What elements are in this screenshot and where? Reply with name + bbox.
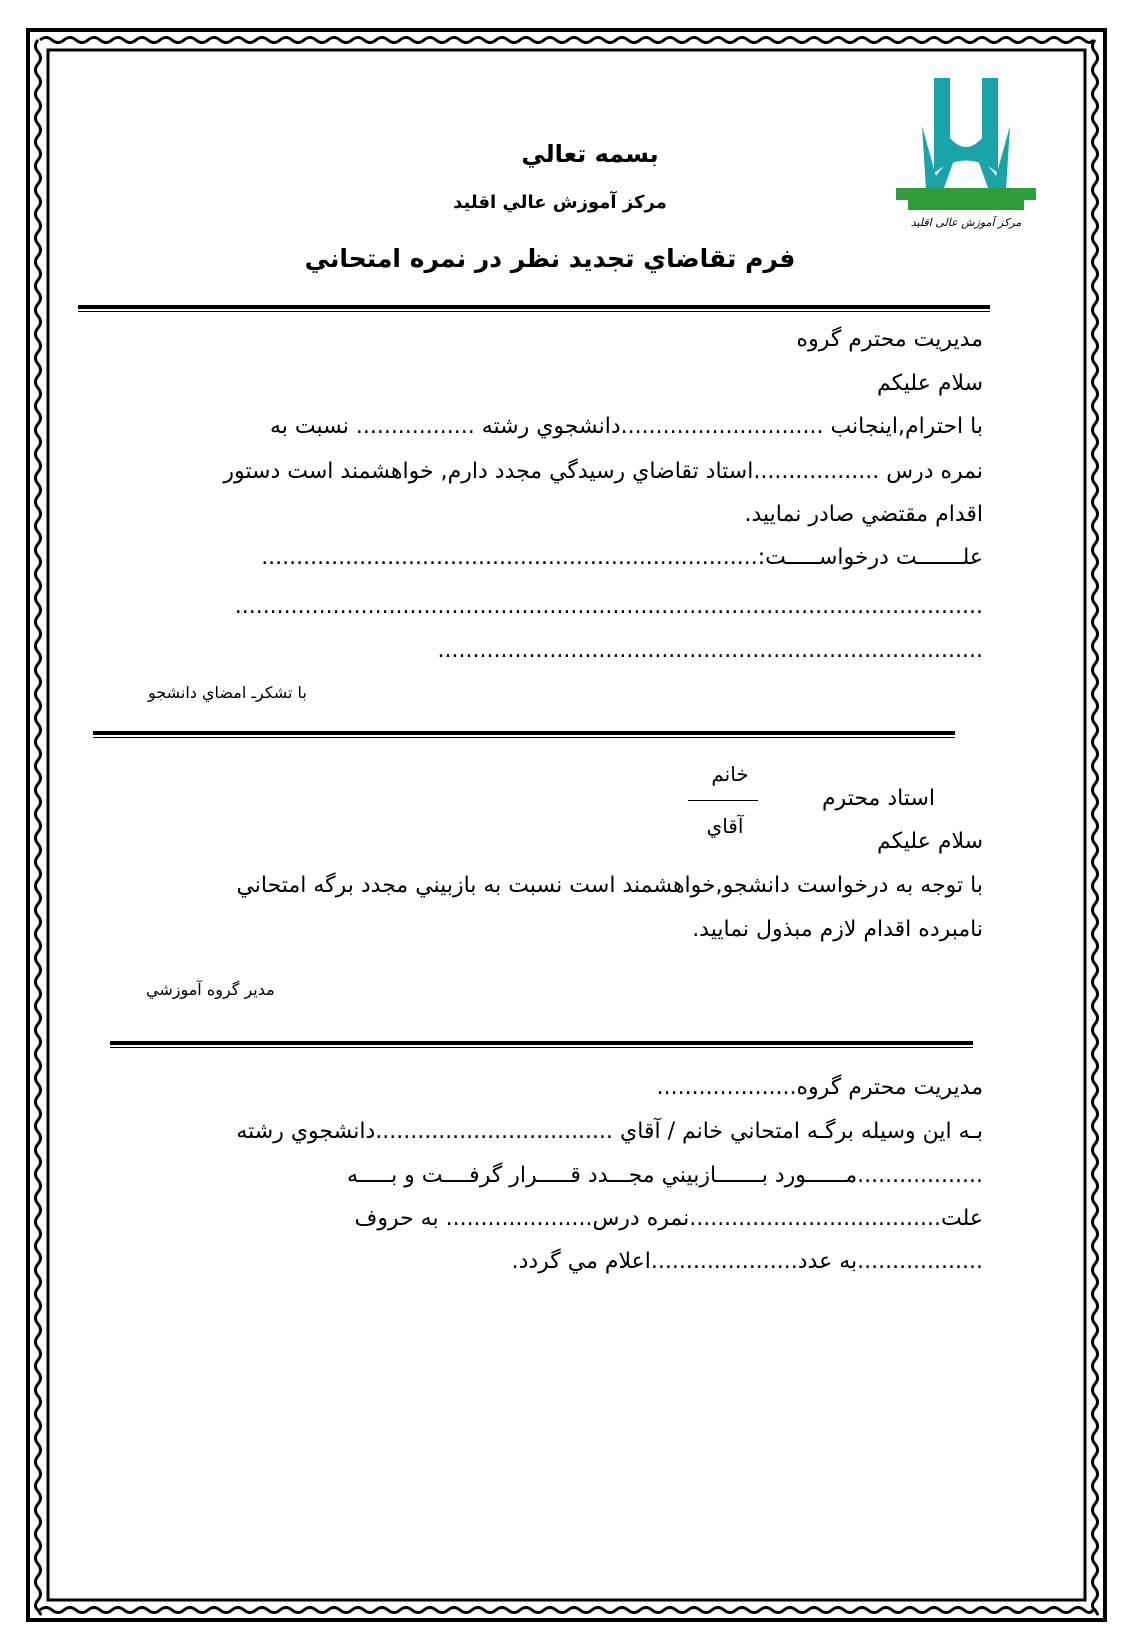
institution-logo xyxy=(896,78,1036,253)
section2-greeting: سلام عليكم xyxy=(876,829,983,854)
divider-middle xyxy=(93,731,955,738)
request-reason-field[interactable]: علـــــــت درخواســـــت:....................................................................... xyxy=(261,545,983,570)
section1-line2: نمره درس ..................استاد تقاضاي رسيدگي مجدد دارم, خواهشمند است دستور xyxy=(223,459,983,484)
section3-line4: ..................به عدد.....................اعلام مي گردد. xyxy=(511,1249,983,1274)
form-title: فرم تقاضاي تجديد نظر در نمره امتحاني xyxy=(304,244,796,273)
gender-male-option[interactable]: آقاي xyxy=(706,814,744,838)
logo-caption: مرکز آموزش عالی اقلید xyxy=(910,216,1022,229)
divider-bottom xyxy=(110,1041,973,1048)
institution-name: مركز آموزش عالي اقليد xyxy=(453,192,667,213)
section3-line3: علت....................................نمره درس..................... به حروف xyxy=(354,1206,983,1231)
section2-line2: نامبرده اقدام لازم مبذول نماييد. xyxy=(692,917,983,942)
reason-dots-line-1[interactable]: ........................................................................................................... xyxy=(234,594,983,619)
section3-addressee: مديريت محترم گروه.................... xyxy=(656,1075,983,1100)
gender-separator xyxy=(688,800,758,801)
section2-line1: با توجه به درخواست دانشجو,خواهشمند است نسبت به بازبيني مجدد برگه امتحاني xyxy=(236,873,983,898)
section1-greeting: سلام عليكم xyxy=(876,371,983,396)
logo-base xyxy=(908,200,1024,210)
section1-line3: اقدام مقتضي صادر نماييد. xyxy=(744,502,983,527)
logo-band xyxy=(896,188,1036,200)
student-signature-label: با تشكرـ امضاي دانشجو xyxy=(148,683,307,702)
gender-female-option[interactable]: خانم xyxy=(711,762,749,786)
reason-dots-line-2[interactable]: .............................................................................. xyxy=(437,638,983,663)
logo-arch xyxy=(934,78,998,173)
department-head-signature-label: مدير گروه آموزشي xyxy=(146,980,275,999)
section3-line2: ..................مــــــورد بـــــــازبيني مجـــدد قـــــرار گرفــــت و بـــــه xyxy=(347,1163,983,1188)
divider-top xyxy=(78,305,990,312)
section1-addressee: مديريت محترم گروه xyxy=(796,327,983,352)
section2-addressee: استاد محترم xyxy=(821,786,935,811)
section1-line1: با احترام,اينجانب .............................دانشجوي رشته ................. نسبت به xyxy=(269,414,983,439)
section3-line1: بـه اين وسيله برگـه امتحاني خانم / آقاي ..................................دانشجوي رشته xyxy=(236,1119,983,1144)
invocation: بسمه تعالي xyxy=(521,140,659,168)
